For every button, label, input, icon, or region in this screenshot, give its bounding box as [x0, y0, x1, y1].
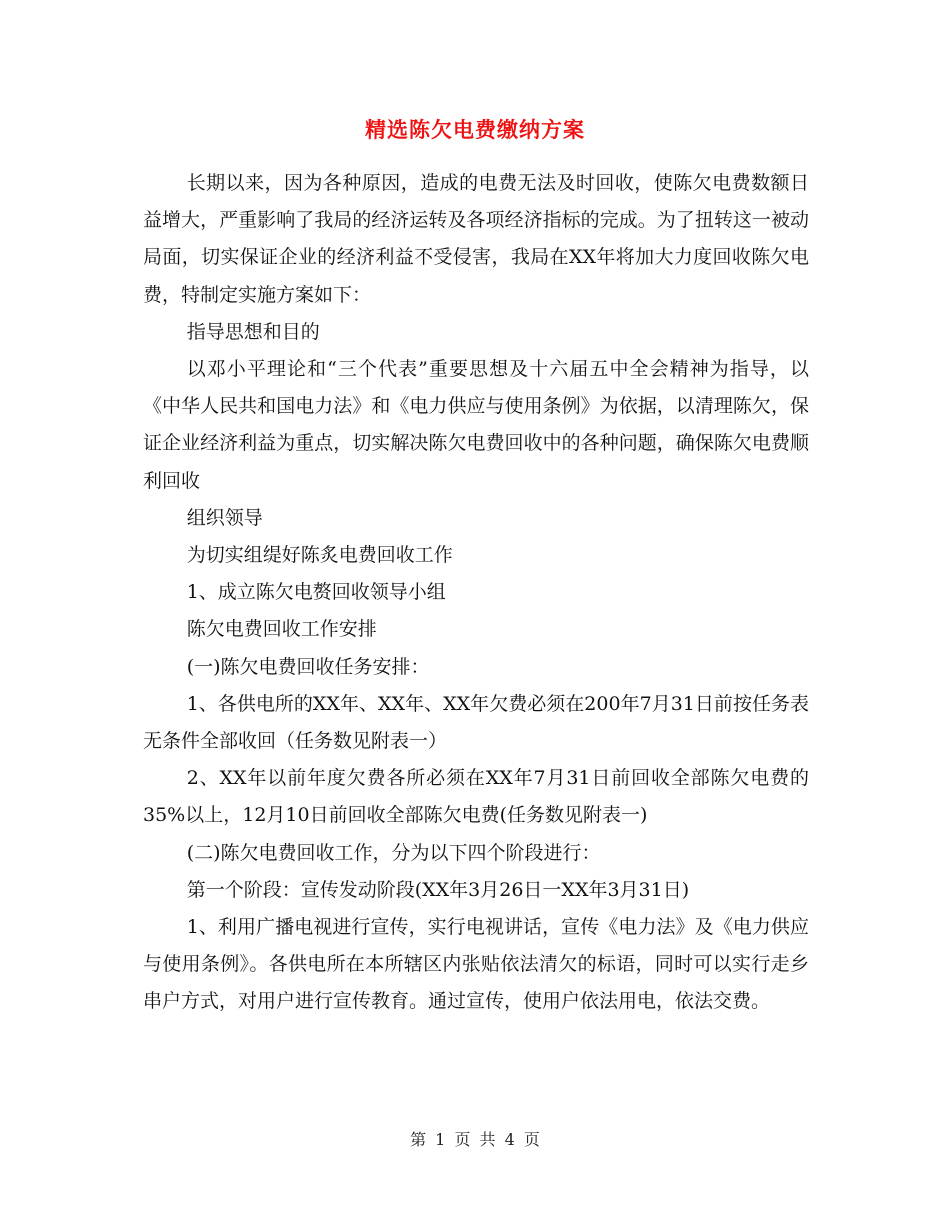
paragraph-guiding-ideology: 以邓小平理论和“三个代表”重要思想及十六届五中全会精神为指导，以《中华人民共和国电力法》和《电力供应与使用条例》为依据，以清理陈欠，保证企业经济利益为重点，切实解决陈欠电费回收中的各种问题，确保陈欠电费顺利回收 [143, 358, 809, 492]
paragraph-organization: 为切实组缇好陈炙电费回收工作 [186, 544, 453, 567]
heading-guiding-ideology: 指导思想和目的 [186, 320, 320, 343]
list-item-task-1: 1、各供电所的XX年、XX年、XX年欠费必须在200年7月31日前按任务表无条件全部收回（任务数见附表一） [143, 692, 809, 753]
subheading-task-arrangement: (一)陈欠电费回收任务安排： [186, 655, 430, 678]
heading-work-arrangement: 陈欠电费回收工作安排 [186, 618, 377, 641]
list-item-leading-group: 1、成立陈欠电赘回收领导小组 [186, 581, 446, 604]
heading-stage-one: 第一个阶段：宣传发动阶段(XX年3月26日一XX年3月31日) [186, 878, 690, 901]
document-title: 精选陈欠电费缴纳方案 [365, 117, 585, 142]
list-item-task-2: 2、XX年以前年度欠费各所必须在XX年7月31日前回收全部陈欠电费的35%以上，12月10日前回收全部陈欠电费(任务数见附表一) [143, 767, 809, 827]
page-number-footer: 第 1 页 共 4 页 [410, 1130, 540, 1149]
list-item-publicity: 1、利用广播电视进行宣传，实行电视讲话，宣传《电力法》及《电力供应与使用条例》。各供电所在本所辖区内张贴依法清欠的标语，同时可以实行走乡串户方式，对用户进行宣传教育。通过宣传，使用户依法用电，依法交费。 [143, 916, 809, 1013]
subheading-four-stages: (二)陈欠电费回收工作，分为以下四个阶段进行： [186, 841, 601, 864]
document-body [143, 165, 809, 1021]
heading-organization: 组织领导 [186, 506, 263, 529]
paragraph-intro: 长期以来，因为各种原因，造成的电费无法及时回收，使陈欠电费数额日益增大，严重影响了我局的经济运转及各项经济指标的完成。为了扭转这一被动局面，切实保证企业的经济利益不受侵害，我局在XX年将加大力度回收陈欠电费，特制定实施方案如下： [143, 172, 809, 306]
